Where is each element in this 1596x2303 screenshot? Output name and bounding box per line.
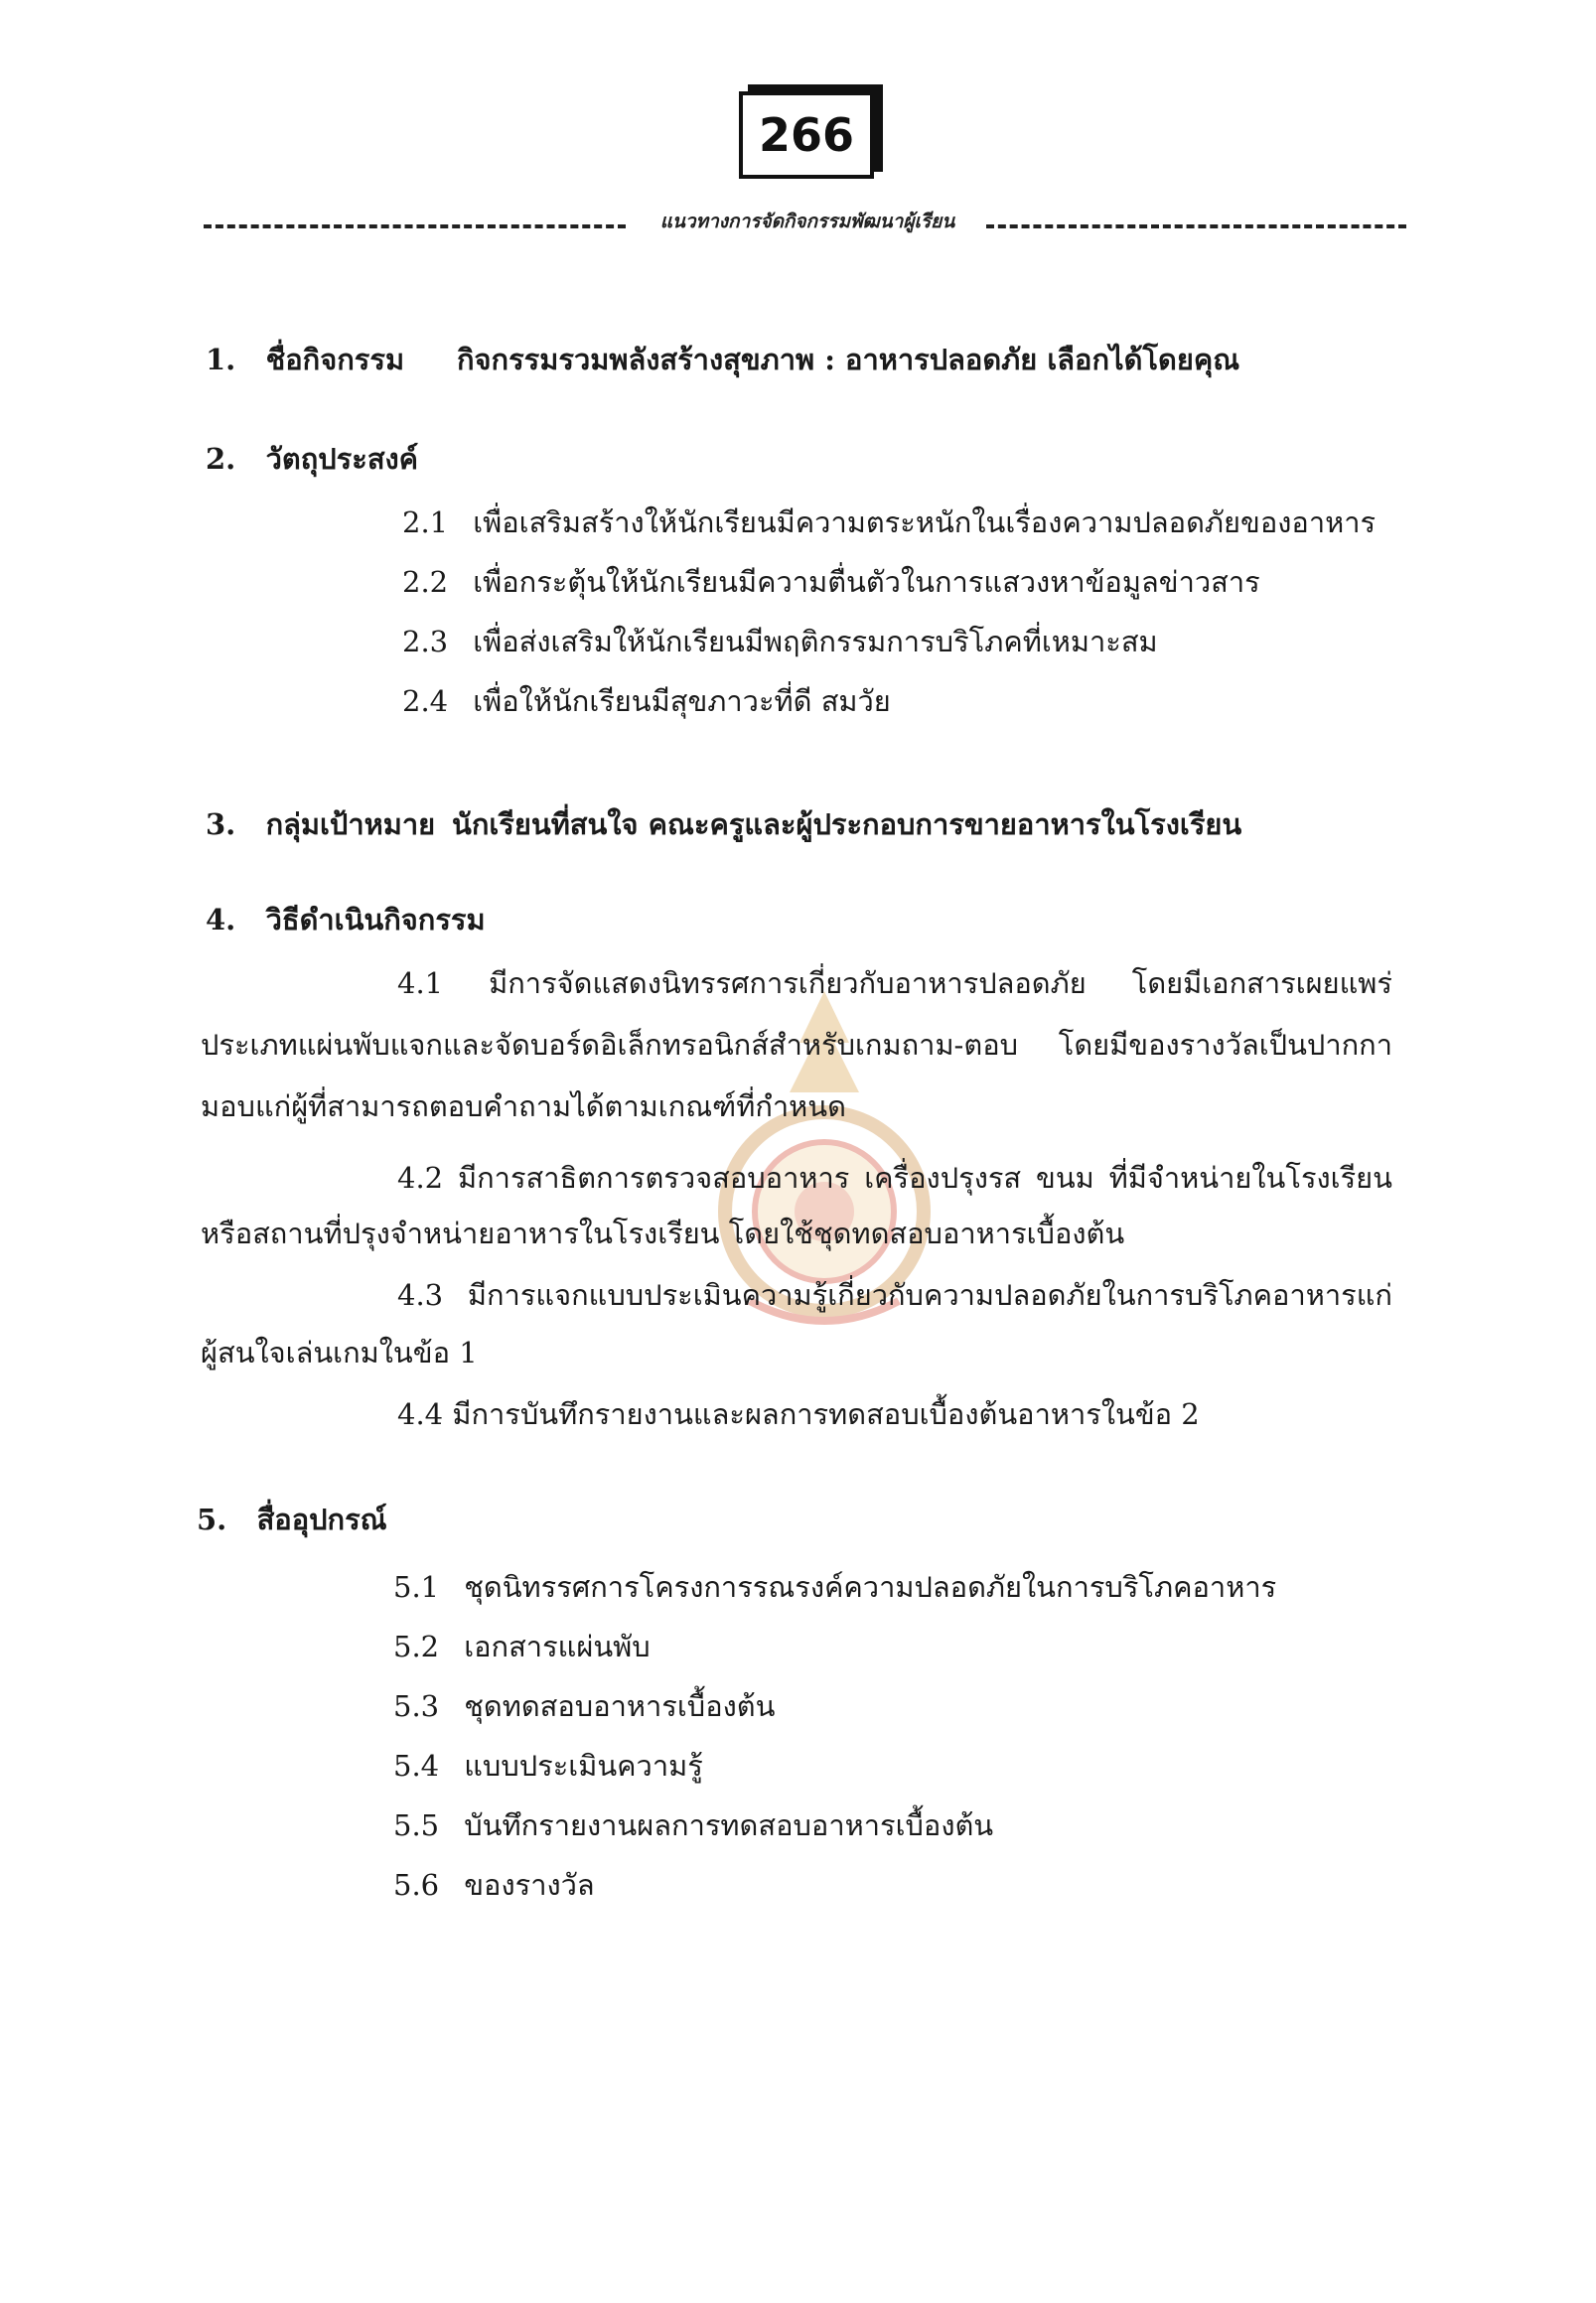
section-3-text: นักเรียนที่สนใจ คณะครูและผู้ประกอบการขายอาหารในโรงเรียน [452, 807, 1242, 841]
material-number: 5.2 [393, 1630, 440, 1663]
method-4-2-line-2: หรือสถานที่ปรุงจำหน่ายอาหารในโรงเรียน โดยใช้ชุดทดสอบอาหารเบื้องต้น [201, 1217, 1125, 1250]
page-number: 266 [739, 91, 874, 179]
objective-text: เพื่อให้นักเรียนมีสุขภาวะที่ดี สมวัย [473, 684, 891, 718]
section-4-heading: วิธีดำเนินกิจกรรม [265, 903, 486, 936]
objective-item [402, 503, 1376, 542]
material-item [393, 1627, 651, 1666]
material-item [393, 1686, 775, 1726]
objective-number: 2.1 [402, 505, 449, 539]
section-4-number: 4. [206, 903, 236, 936]
material-number: 5.3 [393, 1689, 440, 1723]
objective-item [402, 562, 1260, 602]
material-number: 5.6 [393, 1868, 440, 1902]
material-text: ของรางวัล [464, 1868, 595, 1902]
material-text: บันทึกรายงานผลการทดสอบอาหารเบื้องต้น [464, 1808, 994, 1842]
section-2 [206, 439, 418, 479]
section-1-number: 1. [206, 343, 236, 376]
section-1 [206, 340, 404, 379]
section-3-number: 3. [206, 807, 236, 841]
method-4-3-line-2: ผู้สนใจเล่นเกมในข้อ 1 [201, 1336, 478, 1369]
objective-number: 2.3 [402, 625, 449, 658]
material-number: 5.5 [393, 1808, 440, 1842]
material-text: ชุดนิทรรศการโครงการรณรงค์ความปลอดภัยในการบริโภคอาหาร [464, 1570, 1277, 1604]
section-5-heading: สื่ออุปกรณ์ [256, 1503, 387, 1536]
method-4-3-line-1: 4.3 มีการแจกแบบประเมินความรู้เกี่ยวกับความปลอดภัยในการบริโภคอาหารแก่ [397, 1278, 1392, 1312]
running-header-title: แนวทางการจัดกิจกรรมพัฒนาผู้เรียน [659, 211, 955, 232]
method-4-1-line-2: ประเภทแผ่นพับแจกและจัดบอร์ดอิเล็กทรอนิกส์สำหรับเกมถาม-ตอบ โดยมีของรางวัลเป็นปากกา [201, 1028, 1392, 1062]
section-1-text: กิจกรรมรวมพลังสร้างสุขภาพ : อาหารปลอดภัย เลือกได้โดยคุณ [457, 343, 1240, 376]
material-item [393, 1805, 993, 1845]
objective-number: 2.4 [402, 684, 449, 718]
section-5-number: 5. [197, 1503, 227, 1536]
material-text: เอกสารแผ่นพับ [464, 1630, 651, 1663]
material-number: 5.1 [393, 1570, 440, 1604]
material-item [393, 1865, 595, 1905]
header-rule-right [986, 224, 1406, 228]
section-4 [206, 900, 486, 939]
method-4-4-line-1: 4.4 มีการบันทึกรายงานและผลการทดสอบเบื้องต้นอาหารในข้อ 2 [397, 1397, 1200, 1431]
objective-number: 2.2 [402, 565, 449, 599]
objective-item [402, 681, 891, 721]
section-3-heading: กลุ่มเป้าหมาย [265, 807, 436, 841]
material-number: 5.4 [393, 1749, 440, 1783]
section-2-number: 2. [206, 442, 236, 476]
objective-text: เพื่อส่งเสริมให้นักเรียนมีพฤติกรรมการบริโภคที่เหมาะสม [473, 625, 1158, 658]
material-text: แบบประเมินความรู้ [464, 1749, 703, 1783]
objective-item [402, 622, 1158, 661]
method-4-1-line-3: มอบแก่ผู้ที่สามารถตอบคำถามได้ตามเกณฑ์ที่กำหนด [201, 1089, 846, 1123]
section-1-heading: ชื่อกิจกรรม [265, 343, 405, 376]
material-text: ชุดทดสอบอาหารเบื้องต้น [464, 1689, 776, 1723]
method-4-2-line-1: 4.2 มีการสาธิตการตรวจสอบอาหาร เครื่องปรุงรส ขนม ที่มีจำหน่ายในโรงเรียน [397, 1161, 1392, 1195]
section-2-heading: วัตถุประสงค์ [265, 442, 419, 476]
objective-text: เพื่อเสริมสร้างให้นักเรียนมีความตระหนักในเรื่องความปลอดภัยของอาหาร [473, 505, 1377, 539]
section-5 [197, 1500, 387, 1539]
header-rule-left [204, 224, 626, 228]
material-item [393, 1567, 1276, 1607]
objective-text: เพื่อกระตุ้นให้นักเรียนมีความตื่นตัวในการแสวงหาข้อมูลข่าวสาร [473, 565, 1260, 599]
section-3 [206, 804, 435, 844]
material-item [393, 1746, 703, 1786]
method-4-1-line-1: 4.1 มีการจัดแสดงนิทรรศการเกี่ยวกับอาหารปลอดภัย โดยมีเอกสารเผยแพร่ [397, 966, 1392, 1000]
